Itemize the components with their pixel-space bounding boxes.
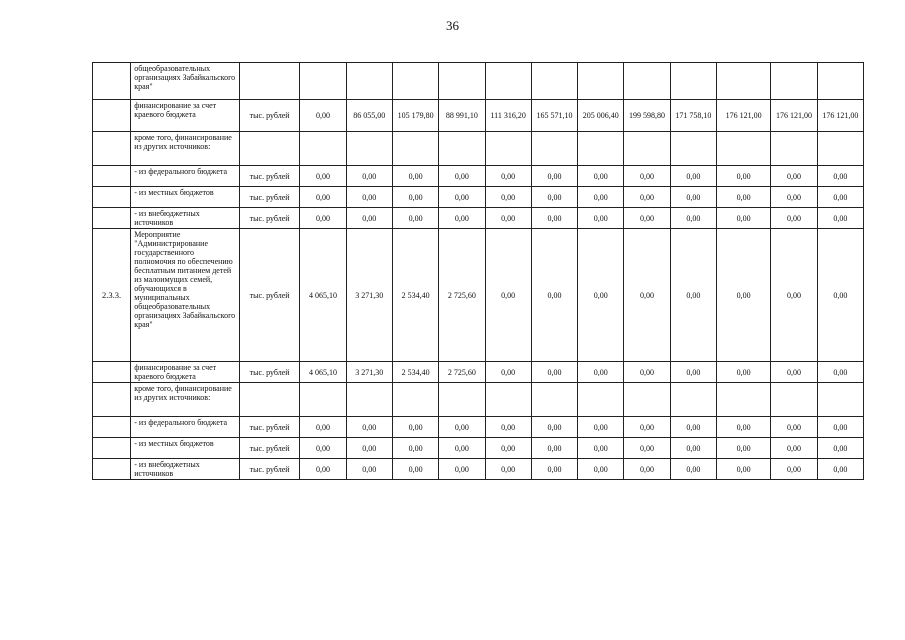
value-cell: 0,00 bbox=[670, 438, 716, 459]
value-cell: 0,00 bbox=[300, 459, 346, 480]
value-cell: 0,00 bbox=[771, 362, 817, 383]
value-cell: 0,00 bbox=[670, 187, 716, 208]
row-description: Мероприятие "Администрирование государственного полномочия по обеспечению бесплатным питанием детей из малоимущих семей, обучающихся в муниципальных общеобразовательных организациях Забайкальского края" bbox=[131, 229, 240, 362]
value-cell: 0,00 bbox=[817, 459, 863, 480]
value-cell: 0,00 bbox=[300, 417, 346, 438]
value-cell bbox=[300, 383, 346, 417]
value-cell: 176 121,00 bbox=[817, 100, 863, 132]
value-cell: 0,00 bbox=[717, 229, 771, 362]
value-cell: 0,00 bbox=[624, 459, 670, 480]
row-code bbox=[93, 383, 131, 417]
row-description: общеобразовательных организациях Забайкальского края" bbox=[131, 63, 240, 100]
value-cell: 0,00 bbox=[439, 208, 485, 229]
row-code bbox=[93, 100, 131, 132]
value-cell: 0,00 bbox=[531, 229, 577, 362]
value-cell: 0,00 bbox=[531, 166, 577, 187]
row-description: - из местных бюджетов bbox=[131, 438, 240, 459]
row-description: - из местных бюджетов bbox=[131, 187, 240, 208]
value-cell bbox=[624, 383, 670, 417]
value-cell: 0,00 bbox=[578, 459, 624, 480]
value-cell: 0,00 bbox=[485, 229, 531, 362]
value-cell: 0,00 bbox=[531, 438, 577, 459]
value-cell: 0,00 bbox=[771, 208, 817, 229]
row-unit: тыс. рублей bbox=[239, 229, 299, 362]
value-cell bbox=[670, 383, 716, 417]
value-cell bbox=[346, 63, 392, 100]
value-cell: 176 121,00 bbox=[717, 100, 771, 132]
row-description: кроме того, финансирование из других источников: bbox=[131, 132, 240, 166]
row-description: кроме того, финансирование из других источников: bbox=[131, 383, 240, 417]
value-cell: 0,00 bbox=[531, 417, 577, 438]
value-cell: 0,00 bbox=[578, 417, 624, 438]
value-cell: 0,00 bbox=[771, 417, 817, 438]
value-cell: 0,00 bbox=[346, 166, 392, 187]
value-cell bbox=[817, 132, 863, 166]
value-cell: 3 271,30 bbox=[346, 229, 392, 362]
value-cell: 0,00 bbox=[439, 417, 485, 438]
row-unit: тыс. рублей bbox=[239, 417, 299, 438]
value-cell bbox=[771, 63, 817, 100]
value-cell: 0,00 bbox=[439, 187, 485, 208]
row-code bbox=[93, 208, 131, 229]
value-cell: 0,00 bbox=[346, 208, 392, 229]
value-cell bbox=[717, 132, 771, 166]
value-cell: 0,00 bbox=[439, 438, 485, 459]
table-row bbox=[93, 438, 864, 459]
value-cell bbox=[439, 132, 485, 166]
row-description: - из федерального бюджета bbox=[131, 166, 240, 187]
value-cell: 0,00 bbox=[300, 438, 346, 459]
table-row bbox=[93, 459, 864, 480]
value-cell bbox=[300, 132, 346, 166]
row-description: - из внебюджетных источников bbox=[131, 459, 240, 480]
page-number: 36 bbox=[446, 18, 459, 33]
value-cell: 0,00 bbox=[578, 208, 624, 229]
row-code bbox=[93, 63, 131, 100]
value-cell bbox=[392, 63, 438, 100]
value-cell: 0,00 bbox=[717, 438, 771, 459]
value-cell: 0,00 bbox=[392, 208, 438, 229]
value-cell: 0,00 bbox=[485, 166, 531, 187]
row-description: финансирование за счет краевого бюджета bbox=[131, 100, 240, 132]
value-cell bbox=[624, 63, 670, 100]
value-cell bbox=[670, 63, 716, 100]
value-cell: 0,00 bbox=[300, 100, 346, 132]
row-unit: тыс. рублей bbox=[239, 459, 299, 480]
value-cell: 0,00 bbox=[771, 229, 817, 362]
value-cell: 0,00 bbox=[485, 208, 531, 229]
row-code bbox=[93, 438, 131, 459]
value-cell: 0,00 bbox=[485, 438, 531, 459]
row-code bbox=[93, 132, 131, 166]
row-unit bbox=[239, 63, 299, 100]
row-code bbox=[93, 459, 131, 480]
value-cell: 0,00 bbox=[817, 438, 863, 459]
value-cell: 0,00 bbox=[439, 166, 485, 187]
table-row bbox=[93, 383, 864, 417]
value-cell: 86 055,00 bbox=[346, 100, 392, 132]
table-body bbox=[93, 63, 864, 480]
value-cell: 0,00 bbox=[717, 208, 771, 229]
value-cell: 0,00 bbox=[578, 362, 624, 383]
value-cell: 199 598,80 bbox=[624, 100, 670, 132]
row-code: 2.3.3. bbox=[93, 229, 131, 362]
value-cell: 4 065,10 bbox=[300, 362, 346, 383]
value-cell bbox=[485, 132, 531, 166]
value-cell: 88 991,10 bbox=[439, 100, 485, 132]
value-cell: 0,00 bbox=[624, 417, 670, 438]
value-cell: 0,00 bbox=[485, 362, 531, 383]
value-cell: 0,00 bbox=[439, 459, 485, 480]
value-cell: 0,00 bbox=[717, 417, 771, 438]
value-cell bbox=[624, 132, 670, 166]
value-cell bbox=[670, 132, 716, 166]
value-cell bbox=[346, 132, 392, 166]
value-cell: 4 065,10 bbox=[300, 229, 346, 362]
value-cell: 0,00 bbox=[817, 229, 863, 362]
value-cell bbox=[531, 132, 577, 166]
row-unit bbox=[239, 132, 299, 166]
value-cell: 0,00 bbox=[817, 187, 863, 208]
value-cell bbox=[578, 383, 624, 417]
value-cell bbox=[485, 63, 531, 100]
value-cell: 2 534,40 bbox=[392, 362, 438, 383]
value-cell bbox=[771, 132, 817, 166]
value-cell: 0,00 bbox=[670, 208, 716, 229]
value-cell: 105 179,80 bbox=[392, 100, 438, 132]
value-cell bbox=[392, 132, 438, 166]
value-cell: 0,00 bbox=[346, 459, 392, 480]
value-cell: 0,00 bbox=[624, 362, 670, 383]
value-cell: 0,00 bbox=[717, 166, 771, 187]
value-cell: 0,00 bbox=[624, 438, 670, 459]
value-cell: 0,00 bbox=[485, 187, 531, 208]
value-cell: 0,00 bbox=[624, 208, 670, 229]
value-cell: 0,00 bbox=[624, 187, 670, 208]
table-row bbox=[93, 362, 864, 383]
budget-table bbox=[92, 62, 864, 480]
value-cell: 176 121,00 bbox=[771, 100, 817, 132]
value-cell: 0,00 bbox=[392, 166, 438, 187]
value-cell: 0,00 bbox=[670, 362, 716, 383]
value-cell: 2 534,40 bbox=[392, 229, 438, 362]
table-row bbox=[93, 100, 864, 132]
table-row bbox=[93, 166, 864, 187]
value-cell: 0,00 bbox=[771, 187, 817, 208]
value-cell bbox=[817, 63, 863, 100]
row-unit: тыс. рублей bbox=[239, 100, 299, 132]
value-cell: 0,00 bbox=[817, 166, 863, 187]
value-cell bbox=[392, 383, 438, 417]
row-unit: тыс. рублей bbox=[239, 438, 299, 459]
value-cell bbox=[531, 63, 577, 100]
value-cell: 111 316,20 bbox=[485, 100, 531, 132]
table-row bbox=[93, 417, 864, 438]
value-cell: 0,00 bbox=[624, 229, 670, 362]
value-cell: 0,00 bbox=[578, 187, 624, 208]
row-code bbox=[93, 166, 131, 187]
value-cell: 0,00 bbox=[771, 459, 817, 480]
value-cell: 0,00 bbox=[717, 362, 771, 383]
table-row bbox=[93, 229, 864, 362]
value-cell: 205 006,40 bbox=[578, 100, 624, 132]
value-cell: 0,00 bbox=[346, 438, 392, 459]
value-cell bbox=[439, 63, 485, 100]
value-cell: 165 571,10 bbox=[531, 100, 577, 132]
row-description: финансирование за счет краевого бюджета bbox=[131, 362, 240, 383]
value-cell: 0,00 bbox=[771, 438, 817, 459]
table-row bbox=[93, 187, 864, 208]
row-code bbox=[93, 187, 131, 208]
table-row bbox=[93, 63, 864, 100]
value-cell: 0,00 bbox=[392, 438, 438, 459]
value-cell bbox=[300, 63, 346, 100]
value-cell bbox=[717, 63, 771, 100]
row-code bbox=[93, 417, 131, 438]
value-cell: 0,00 bbox=[670, 229, 716, 362]
value-cell bbox=[485, 383, 531, 417]
value-cell: 0,00 bbox=[817, 208, 863, 229]
value-cell bbox=[439, 383, 485, 417]
value-cell: 0,00 bbox=[300, 187, 346, 208]
value-cell: 3 271,30 bbox=[346, 362, 392, 383]
value-cell bbox=[531, 383, 577, 417]
value-cell: 0,00 bbox=[346, 417, 392, 438]
value-cell: 0,00 bbox=[578, 229, 624, 362]
value-cell: 0,00 bbox=[531, 459, 577, 480]
value-cell bbox=[578, 63, 624, 100]
value-cell bbox=[578, 132, 624, 166]
value-cell: 0,00 bbox=[717, 459, 771, 480]
value-cell: 0,00 bbox=[771, 166, 817, 187]
value-cell: 0,00 bbox=[670, 417, 716, 438]
row-unit: тыс. рублей bbox=[239, 187, 299, 208]
value-cell: 171 758,10 bbox=[670, 100, 716, 132]
value-cell: 0,00 bbox=[531, 362, 577, 383]
value-cell: 0,00 bbox=[670, 166, 716, 187]
value-cell: 0,00 bbox=[485, 459, 531, 480]
value-cell: 0,00 bbox=[531, 187, 577, 208]
value-cell bbox=[717, 383, 771, 417]
value-cell: 0,00 bbox=[392, 459, 438, 480]
value-cell: 0,00 bbox=[392, 187, 438, 208]
value-cell: 0,00 bbox=[300, 208, 346, 229]
value-cell: 0,00 bbox=[346, 187, 392, 208]
row-description: - из внебюджетных источников bbox=[131, 208, 240, 229]
value-cell: 2 725,60 bbox=[439, 229, 485, 362]
value-cell bbox=[817, 383, 863, 417]
row-unit bbox=[239, 383, 299, 417]
value-cell: 0,00 bbox=[531, 208, 577, 229]
value-cell: 0,00 bbox=[485, 417, 531, 438]
value-cell: 0,00 bbox=[578, 166, 624, 187]
value-cell: 0,00 bbox=[392, 417, 438, 438]
value-cell: 0,00 bbox=[578, 438, 624, 459]
value-cell: 2 725,60 bbox=[439, 362, 485, 383]
row-unit: тыс. рублей bbox=[239, 166, 299, 187]
value-cell bbox=[771, 383, 817, 417]
value-cell: 0,00 bbox=[300, 166, 346, 187]
value-cell bbox=[346, 383, 392, 417]
value-cell: 0,00 bbox=[717, 187, 771, 208]
row-code bbox=[93, 362, 131, 383]
value-cell: 0,00 bbox=[817, 362, 863, 383]
row-unit: тыс. рублей bbox=[239, 362, 299, 383]
row-description: - из федерального бюджета bbox=[131, 417, 240, 438]
table-row bbox=[93, 132, 864, 166]
value-cell: 0,00 bbox=[624, 166, 670, 187]
value-cell: 0,00 bbox=[817, 417, 863, 438]
table-row bbox=[93, 208, 864, 229]
value-cell: 0,00 bbox=[670, 459, 716, 480]
row-unit: тыс. рублей bbox=[239, 208, 299, 229]
